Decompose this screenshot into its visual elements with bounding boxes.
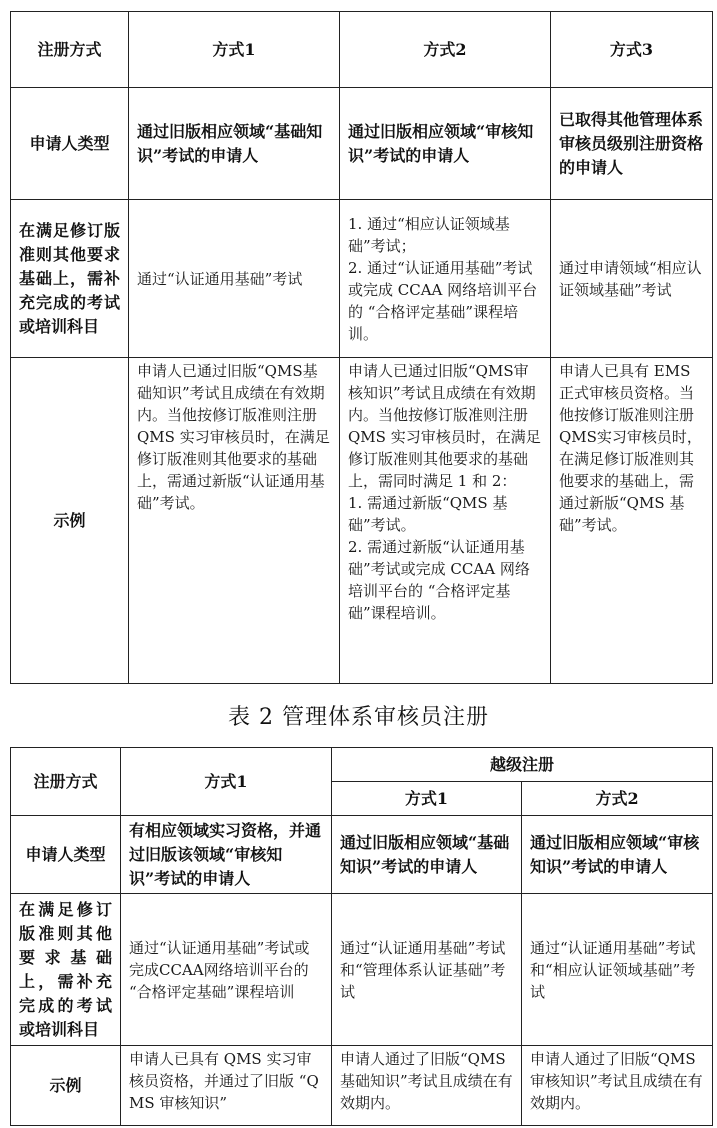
table1-example-way3: 申请人已具有 EMS 正式审核员资格。当他按修订版准则注册QMS实习审核员时，在满足修订版准则其他要求的基础上，需通过新版“QMS 基础”考试。 <box>551 358 713 684</box>
table2-example-label: 示例 <box>11 1046 121 1126</box>
table1-header-method: 注册方式 <box>11 12 129 88</box>
table2-row-exam <box>11 894 713 1046</box>
table1-example-way2 <box>340 358 551 684</box>
table2-applicant-sub1: 通过旧版相应领域“基础知识”考试的申请人 <box>332 816 522 894</box>
table1-header-way1: 方式1 <box>129 12 340 88</box>
table1-row-applicant <box>11 88 713 200</box>
table1-applicant-way1: 通过旧版相应领域“基础知识”考试的申请人 <box>129 88 340 200</box>
table2-exam-label: 在满足修订版准则其他要求基础上，需补充完成的考试或培训科目 <box>11 894 121 1046</box>
table1-example-label: 示例 <box>11 358 129 684</box>
table1-exam-way2 <box>340 200 551 358</box>
table2-exam-sub2: 通过“认证通用基础”考试和“相应认证领域基础”考试 <box>522 894 713 1046</box>
table1-row-example <box>11 358 713 684</box>
table1-applicant-label: 申请人类型 <box>11 88 129 200</box>
table2-header-method: 注册方式 <box>11 748 121 816</box>
table1-exam-way2-item1: 1. 通过“相应认证领域基础”考试； <box>348 214 510 255</box>
table2-example-sub2: 申请人通过了旧版“QMS 审核知识”考试且成绩在有效期内。 <box>522 1046 713 1126</box>
table1-example-way1: 申请人已通过旧版“QMS基础知识”考试且成绩在有效期内。当他按修订版准则注册 QMS 实习审核员时，在满足修订版准则其他要求的基础上，需通过新版“认证通用基础”考试。 <box>129 358 340 684</box>
table2-header-skip-level: 越级注册 <box>332 748 713 782</box>
table1-applicant-way3: 已取得其他管理体系审核员级别注册资格的申请人 <box>551 88 713 200</box>
table2-header-sub2: 方式2 <box>522 782 713 816</box>
table1-exam-label: 在满足修订版准则其他要求基础上，需补充完成的考试或培训科目 <box>11 200 129 358</box>
registration-table-1 <box>10 11 713 684</box>
table2-header-row-1 <box>11 748 713 782</box>
table1-header-row <box>11 12 713 88</box>
table2-header-sub1: 方式1 <box>332 782 522 816</box>
table1-example-way2-item1: 1. 需通过新版“QMS 基础”考试。 <box>348 494 508 534</box>
table1-exam-way2-item2: 2. 通过“认证通用基础”考试或完成 CCAA 网络培训平台的 “合格评定基础”课程培训。 <box>348 258 538 343</box>
table1-row-exam <box>11 200 713 358</box>
table2-exam-sub1: 通过“认证通用基础”考试和“管理体系认证基础”考试 <box>332 894 522 1046</box>
table1-header-way3: 方式3 <box>551 12 713 88</box>
registration-table-2 <box>10 747 713 1126</box>
table1-example-way2-item2: 2. 需通过新版“认证通用基础”考试或完成 CCAA 网络培训平台的 “合格评定基础”课程培训。 <box>348 538 530 622</box>
table-caption: 表 2 管理体系审核员注册 <box>228 705 489 730</box>
table2-applicant-way1: 有相应领域实习资格，并通过旧版该领域“审核知识”考试的申请人 <box>121 816 332 894</box>
table1-exam-way1: 通过“认证通用基础”考试 <box>129 200 340 358</box>
table2-exam-way1: 通过“认证通用基础”考试或完成CCAA网络培训平台的 “合格评定基础”课程培训 <box>121 894 332 1046</box>
table2-row-example <box>11 1046 713 1126</box>
table2-applicant-label: 申请人类型 <box>11 816 121 894</box>
table2-row-applicant <box>11 816 713 894</box>
table2-example-way1: 申请人已具有 QMS 实习审核员资格，并通过了旧版 “QMS 审核知识” <box>121 1046 332 1126</box>
table1-applicant-way2: 通过旧版相应领域“审核知识”考试的申请人 <box>340 88 551 200</box>
table2-example-sub1: 申请人通过了旧版“QMS 基础知识”考试且成绩在有效期内。 <box>332 1046 522 1126</box>
table1-header-way2: 方式2 <box>340 12 551 88</box>
table2-applicant-sub2: 通过旧版相应领域“审核知识”考试的申请人 <box>522 816 713 894</box>
table1-exam-way3: 通过申请领域“相应认证领域基础”考试 <box>551 200 713 358</box>
table2-header-way1: 方式1 <box>121 748 332 816</box>
table1-example-way2-intro: 申请人已通过旧版“QMS审核知识”考试且成绩在有效期内。当他按修订版准则注册 QMS 实习审核员时，在满足修订版准则其他要求的基础上，需同时满足 1 和 2： <box>348 362 541 490</box>
